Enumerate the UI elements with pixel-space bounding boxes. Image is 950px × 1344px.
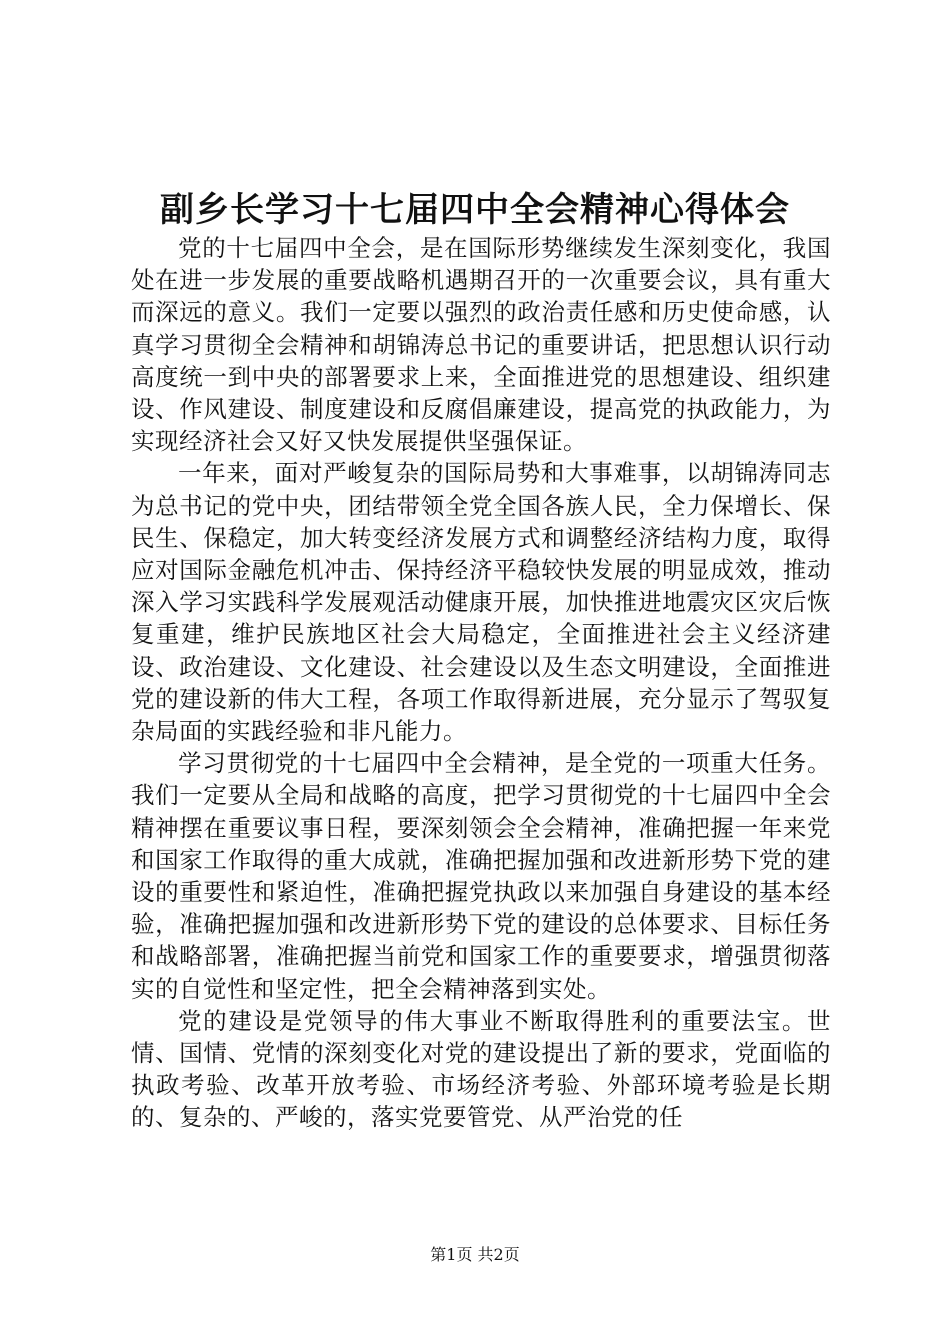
- paragraph: 学习贯彻党的十七届四中全会精神，是全党的一项重大任务。我们一定要从全局和战略的高度，把学习贯彻党的十七届四中全会精神摆在重要议事日程，要深刻领会全会精神，准确把握一年来党和国家工作取得的重大成就，准确把握加强和改进新形势下党的建设的重要性和紧迫性，准确把握党执政以来加强自身建设的基本经验，准确把握加强和改进新形势下党的建设的总体要求、目标任务和战略部署，准确把握当前党和国家工作的重要要求，增强贯彻落实的自觉性和坚定性，把全会精神落到实处。: [131, 749, 831, 1003]
- page-number: 第1页 共2页: [430, 1245, 520, 1264]
- page-footer: [0, 1244, 950, 1266]
- paragraph: 党的十七届四中全会，是在国际形势继续发生深刻变化，我国处在进一步发展的重要战略机遇期召开的一次重要会议，具有重大而深远的意义。我们一定要以强烈的政治责任感和历史使命感，认真学习贯彻全会精神和胡锦涛总书记的重要讲话，把思想认识行动高度统一到中央的部署要求上来，全面推进党的思想建设、组织建设、作风建设、制度建设和反腐倡廉建设，提高党的执政能力，为实现经济社会又好又快发展提供坚强保证。: [131, 234, 831, 456]
- document-title: 副乡长学习十七届四中全会精神心得体会: [160, 190, 790, 230]
- document-body: [131, 232, 831, 1134]
- paragraph: 一年来，面对严峻复杂的国际局势和大事难事，以胡锦涛同志为总书记的党中央，团结带领全党全国各族人民，全力保增长、保民生、保稳定，加大转变经济发展方式和调整经济结构力度，取得应对国际金融危机冲击、保持经济平稳较快发展的明显成效，推动深入学习实践科学发展观活动健康开展，加快推进地震灾区灾后恢复重建，维护民族地区社会大局稳定，全面推进社会主义经济建设、政治建设、文化建设、社会建设以及生态文明建设，全面推进党的建设新的伟大工程，各项工作取得新进展，充分显示了驾驭复杂局面的实践经验和非凡能力。: [131, 459, 831, 746]
- paragraph: 党的建设是党领导的伟大事业不断取得胜利的重要法宝。世情、国情、党情的深刻变化对党的建设提出了新的要求，党面临的执政考验、改革开放考验、市场经济考验、外部环境考验是长期的、复杂的、严峻的，落实党要管党、从严治党的任: [131, 1006, 831, 1132]
